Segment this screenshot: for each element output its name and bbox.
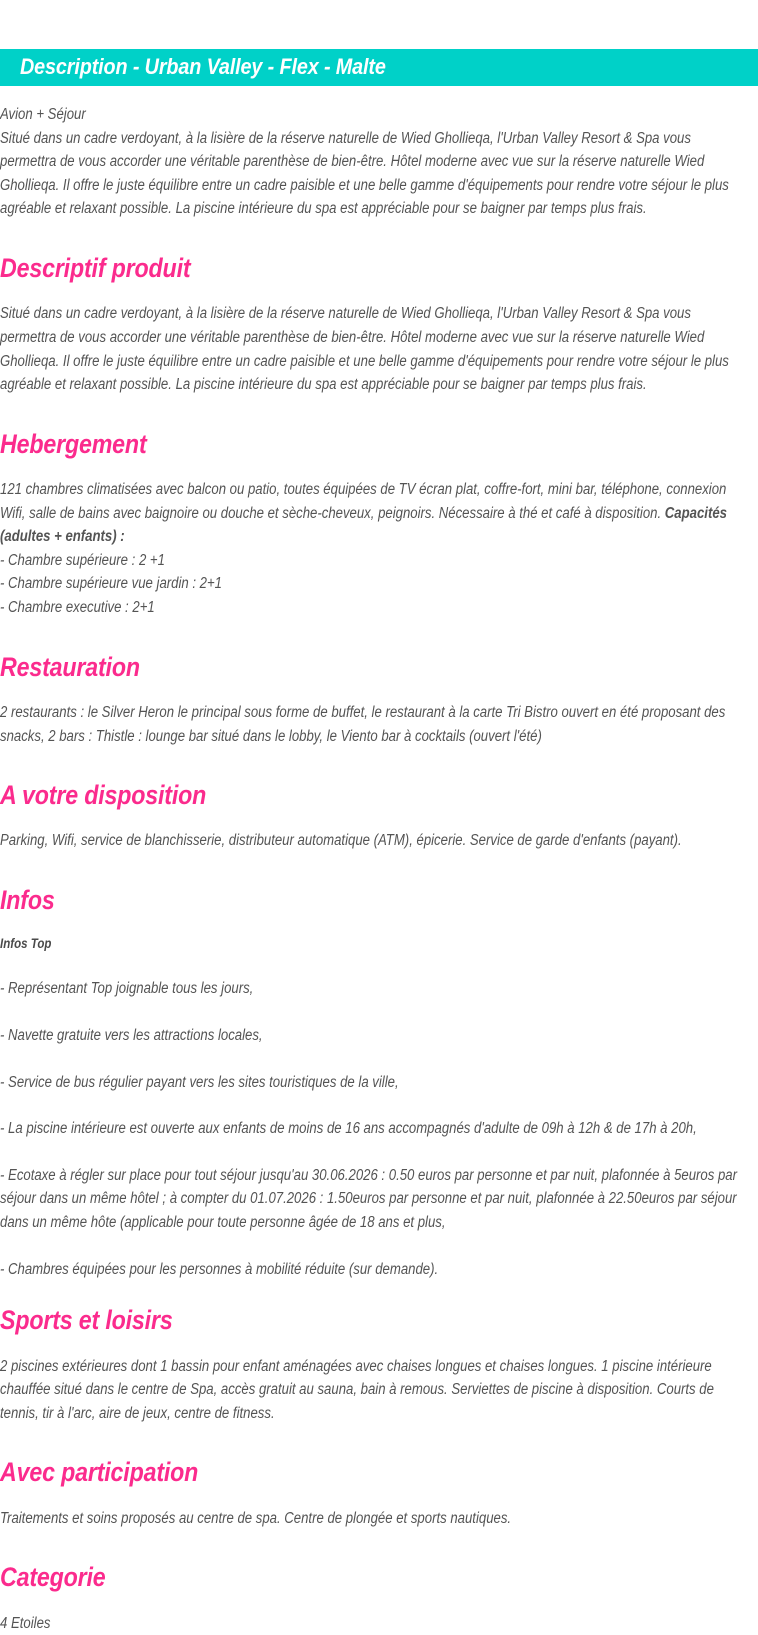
section-heading-disposition: A votre disposition <box>0 780 207 811</box>
intro-label: Avion + Séjour <box>0 106 86 123</box>
hebergement-paragraph <box>0 478 742 549</box>
hebergement-text: 121 chambres climatisées avec balcon ou patio, toutes équipées de TV écran plat, coffre-fort, mini bar, téléphone, connexion Wifi, salle de bains avec baignoire ou douche et sèche-cheveux, peignoirs. Nécessaire à thé et café à disposition. <box>0 481 727 522</box>
hebergement-capacities-label: Capacités (adultes + enfants) : <box>0 504 727 546</box>
spacer <box>0 748 742 781</box>
categorie-paragraph: 4 Etoiles <box>0 1614 51 1632</box>
infos-top-label: Infos Top <box>0 936 52 952</box>
spacer <box>0 954 742 977</box>
spacer <box>0 221 742 254</box>
sports-paragraph: 2 piscines extérieures dont 1 bassin pour enfant aménagées avec chaises longues et chaises longues. 1 piscine intérieure chauffée situé dans le centre de Spa, accès gratuit au sauna, bain à remous. Serviettes de piscine à disposition. Courts de tennis, tir à l'arc, aire de jeux, centre de fitness. <box>0 1357 714 1422</box>
spacer <box>0 282 742 302</box>
room-capacity-item: - Chambre executive : 2+1 <box>0 599 155 616</box>
infos-bullet-list <box>0 977 742 1281</box>
section-heading-hebergement: Hebergement <box>0 428 147 459</box>
room-capacity-item: - Chambre supérieure vue jardin : 2+1 <box>0 575 223 593</box>
spacer <box>0 1487 742 1507</box>
spacer <box>0 853 742 886</box>
participation-paragraph: Traitements et soins proposés au centre de spa. Centre de plongée et sports nautiques. <box>0 1509 512 1527</box>
infos-bullet-item: - Service de bus régulier payant vers les sites touristiques de la ville, <box>0 1073 399 1091</box>
spacer <box>0 1281 742 1306</box>
infos-bullet-item: - Chambres équipées pour les personnes à mobilité réduite (sur demande). <box>0 1260 439 1278</box>
infos-bullet-item: - Ecotaxe à régler sur place pour tout séjour jusqu'au 30.06.2026 : 0.50 euros par personne et par nuit, plafonnée à 5euros par séjour dans un même hôtel ; à compter du 01.07.2026 : 1.50euros par personne et par nuit, plafonnée à 22.50euros par séjour dans un même hôte (applicable pour toute personne âgée de 18 ans et plus, <box>0 1166 737 1231</box>
page-title-bar <box>0 49 758 86</box>
infos-bullet-item: - La piscine intérieure est ouverte aux enfants de moins de 16 ans accompagnés d'adulte de 09h à 12h & de 17h à 20h, <box>0 1120 697 1138</box>
spacer <box>0 1530 742 1563</box>
infos-bullet-item: - Représentant Top joignable tous les jours, <box>0 980 254 998</box>
top-spacer <box>0 0 758 49</box>
intro-block <box>0 103 742 221</box>
spacer <box>0 397 742 430</box>
spacer <box>0 620 742 653</box>
room-capacity-item: - Chambre supérieure : 2 +1 <box>0 551 165 569</box>
disposition-paragraph: Parking, Wifi, service de blanchisserie, distributeur automatique (ATM), épicerie. Service de garde d'enfants (payant). <box>0 832 682 850</box>
section-heading-descriptif: Descriptif produit <box>0 252 191 283</box>
spacer <box>0 914 742 934</box>
section-heading-restauration: Restauration <box>0 651 140 682</box>
section-heading-sports: Sports et loisirs <box>0 1305 173 1336</box>
page-title: Description - Urban Valley - Flex - Malte <box>20 54 386 80</box>
spacer <box>0 681 742 701</box>
infos-bullet-item: - Navette gratuite vers les attractions locales, <box>0 1027 263 1044</box>
spacer <box>0 1335 742 1355</box>
spacer <box>0 1592 742 1612</box>
section-heading-categorie: Categorie <box>0 1562 106 1593</box>
spacer <box>0 809 742 829</box>
section-heading-infos: Infos <box>0 885 55 916</box>
description-content <box>0 103 758 1635</box>
spacer <box>0 458 742 478</box>
section-heading-participation: Avec participation <box>0 1457 199 1488</box>
spacer <box>0 1425 742 1458</box>
restauration-paragraph: 2 restaurants : le Silver Heron le principal sous forme de buffet, le restaurant à la carte Tri Bistro ouvert en été proposant des snacks, 2 bars : Thistle : lounge bar situé dans le lobby, le Viento bar à cocktails (ouvert l'été) <box>0 703 726 745</box>
intro-paragraph: Situé dans un cadre verdoyant, à la lisière de la réserve naturelle de Wied Ghollieqa, l'Urban Valley Resort & Spa vous permettra de vous accorder une véritable parenthèse de bien-être. Hôtel moderne avec vue sur la réserve naturelle Wied Ghollieqa. Il offre le juste équilibre entre un cadre paisible et une belle gamme d'équipements pour rendre votre séjour le plus agréable et relaxant possible. La piscine intérieure du spa est appréciable pour se baigner par temps plus frais. <box>0 129 729 218</box>
descriptif-paragraph: Situé dans un cadre verdoyant, à la lisière de la réserve naturelle de Wied Ghollieqa, l'Urban Valley Resort & Spa vous permettra de vous accorder une véritable parenthèse de bien-être. Hôtel moderne avec vue sur la réserve naturelle Wied Ghollieqa. Il offre le juste équilibre entre un cadre paisible et une belle gamme d'équipements pour rendre votre séjour le plus agréable et relaxant possible. La piscine intérieure du spa est appréciable pour se baigner par temps plus frais. <box>0 305 729 394</box>
